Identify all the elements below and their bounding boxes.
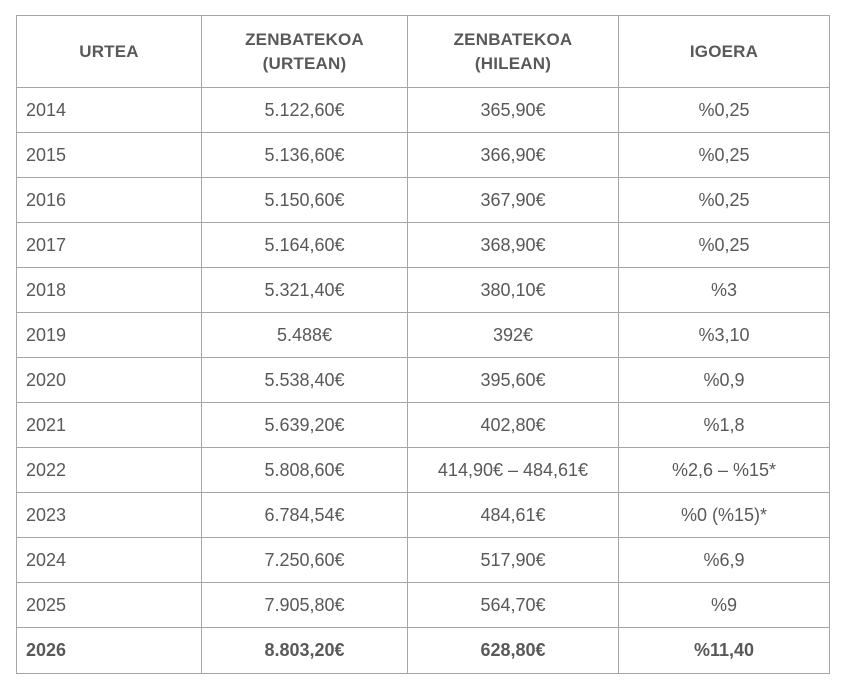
cell-increase: %3,10	[619, 313, 830, 358]
cell-monthly-amount: 367,90€	[408, 178, 619, 223]
amounts-table	[16, 15, 830, 674]
cell-monthly-amount: 414,90€ – 484,61€	[408, 448, 619, 493]
cell-annual-amount: 5.321,40€	[202, 268, 408, 313]
cell-increase: %0 (%15)*	[619, 493, 830, 538]
table-row	[17, 583, 830, 628]
cell-year: 2018	[17, 268, 202, 313]
cell-monthly-amount: 564,70€	[408, 583, 619, 628]
cell-annual-amount: 5.639,20€	[202, 403, 408, 448]
cell-annual-amount: 7.905,80€	[202, 583, 408, 628]
cell-increase: %0,25	[619, 178, 830, 223]
cell-year: 2023	[17, 493, 202, 538]
cell-year: 2022	[17, 448, 202, 493]
cell-annual-amount: 5.808,60€	[202, 448, 408, 493]
cell-year: 2021	[17, 403, 202, 448]
cell-increase: %0,9	[619, 358, 830, 403]
header-annual-line2: (URTEAN)	[262, 53, 347, 73]
table-row	[17, 538, 830, 583]
cell-monthly-amount: 517,90€	[408, 538, 619, 583]
cell-annual-amount: 5.538,40€	[202, 358, 408, 403]
cell-annual-amount: 5.150,60€	[202, 178, 408, 223]
cell-monthly-amount: 402,80€	[408, 403, 619, 448]
header-increase-line1: IGOERA	[689, 41, 759, 61]
table-row	[17, 313, 830, 358]
cell-monthly-amount: 380,10€	[408, 268, 619, 313]
cell-year: 2020	[17, 358, 202, 403]
table-row	[17, 133, 830, 178]
cell-increase: %11,40	[619, 628, 830, 674]
cell-annual-amount: 7.250,60€	[202, 538, 408, 583]
table-row	[17, 448, 830, 493]
cell-monthly-amount: 368,90€	[408, 223, 619, 268]
cell-year: 2014	[17, 88, 202, 133]
cell-increase: %0,25	[619, 133, 830, 178]
cell-monthly-amount: 392€	[408, 313, 619, 358]
header-annual-line1: ZENBATEKOA	[245, 29, 364, 49]
table-row	[17, 178, 830, 223]
cell-increase: %1,8	[619, 403, 830, 448]
cell-year: 2019	[17, 313, 202, 358]
table-row	[17, 88, 830, 133]
cell-annual-amount: 5.164,60€	[202, 223, 408, 268]
cell-year: 2015	[17, 133, 202, 178]
cell-increase: %0,25	[619, 88, 830, 133]
table-body	[17, 88, 830, 674]
cell-year: 2025	[17, 583, 202, 628]
header-annual-amount	[202, 16, 408, 88]
cell-monthly-amount: 484,61€	[408, 493, 619, 538]
header-monthly-line1: ZENBATEKOA	[453, 29, 573, 49]
cell-annual-amount: 5.136,60€	[202, 133, 408, 178]
cell-monthly-amount: 366,90€	[408, 133, 619, 178]
cell-monthly-amount: 628,80€	[408, 628, 619, 674]
table-row	[17, 493, 830, 538]
cell-increase: %6,9	[619, 538, 830, 583]
table-row	[17, 223, 830, 268]
cell-year: 2026	[17, 628, 202, 674]
cell-year: 2016	[17, 178, 202, 223]
cell-increase: %0,25	[619, 223, 830, 268]
cell-year: 2024	[17, 538, 202, 583]
table-row	[17, 358, 830, 403]
header-year	[17, 16, 202, 88]
cell-annual-amount: 5.122,60€	[202, 88, 408, 133]
cell-monthly-amount: 365,90€	[408, 88, 619, 133]
cell-annual-amount: 5.488€	[202, 313, 408, 358]
header-monthly-line2: (HILEAN)	[474, 53, 552, 73]
header-monthly-amount	[408, 16, 619, 88]
cell-increase: %3	[619, 268, 830, 313]
cell-year: 2017	[17, 223, 202, 268]
table-row	[17, 628, 830, 674]
header-row	[17, 16, 830, 88]
cell-monthly-amount: 395,60€	[408, 358, 619, 403]
cell-increase: %9	[619, 583, 830, 628]
cell-annual-amount: 8.803,20€	[202, 628, 408, 674]
cell-annual-amount: 6.784,54€	[202, 493, 408, 538]
table-row	[17, 403, 830, 448]
table-row	[17, 268, 830, 313]
table-container	[16, 15, 830, 674]
header-year-line1: URTEA	[79, 41, 139, 61]
header-increase	[619, 16, 830, 88]
cell-increase: %2,6 – %15*	[619, 448, 830, 493]
